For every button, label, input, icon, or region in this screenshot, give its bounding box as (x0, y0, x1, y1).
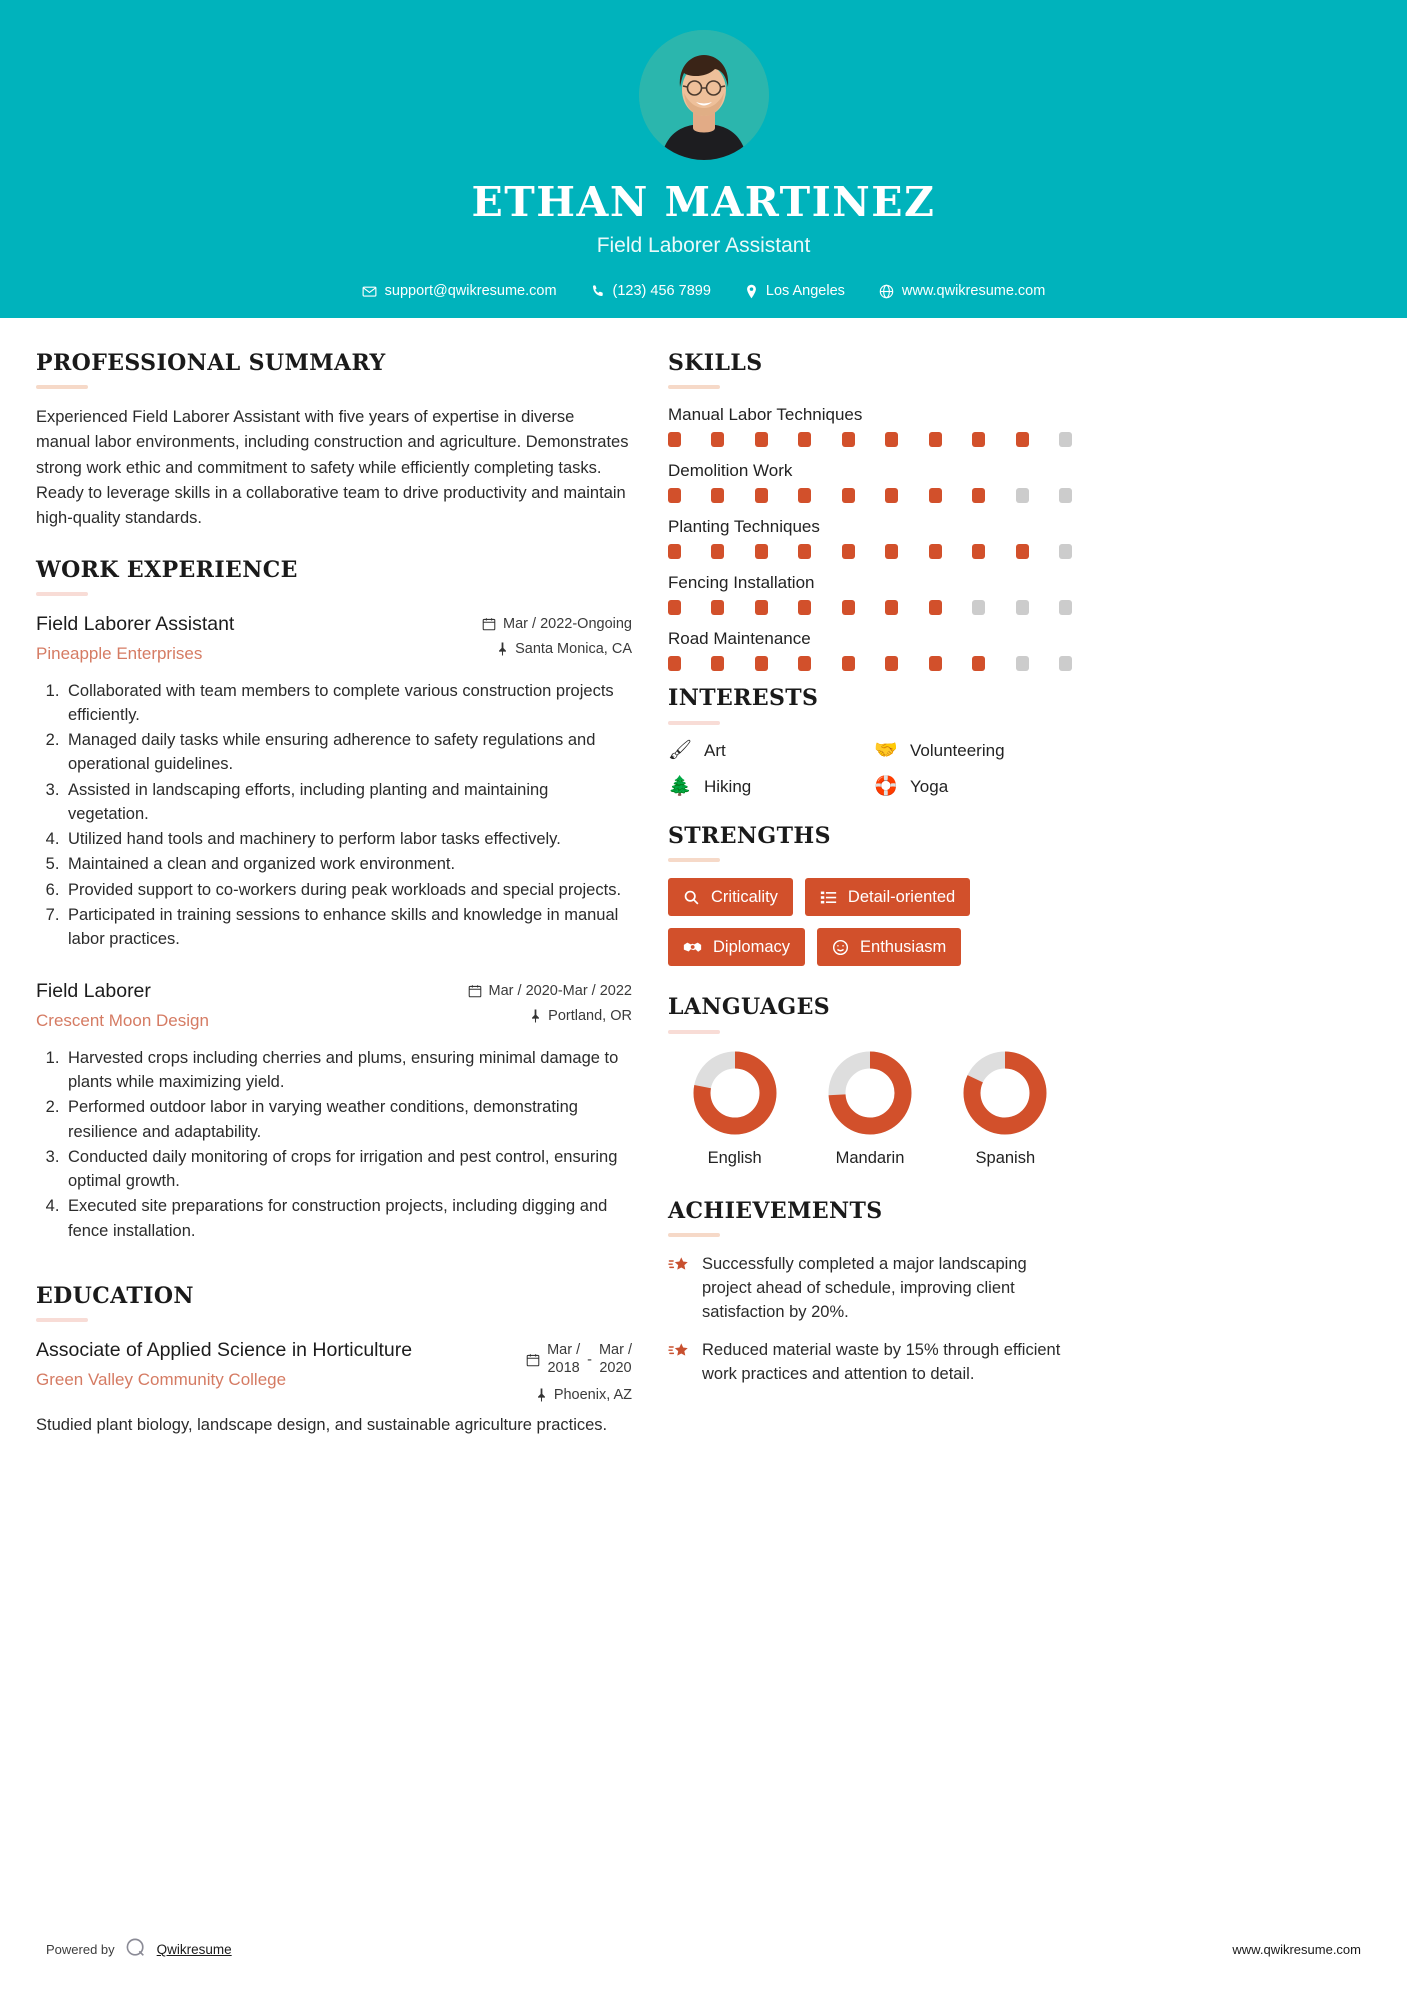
section-heading-strengths: STRENGTHS (668, 822, 831, 849)
skill-dot-filled (711, 656, 724, 671)
edu-start-year: 2018 (547, 1359, 580, 1376)
strength-label: Detail-oriented (847, 888, 956, 907)
contact-email-text: support@qwikresume.com (384, 283, 557, 299)
phone-icon (591, 284, 605, 298)
degree-title: Associate of Applied Science in Horticulture (36, 1339, 413, 1362)
language-item (668, 1050, 801, 1168)
job-date-text: Mar / 2022-Ongoing (503, 616, 632, 633)
skill-dot-filled (929, 488, 942, 503)
skill-dot-filled (972, 488, 985, 503)
skill-row (668, 629, 1072, 671)
school-name: Green Valley Community College (36, 1369, 287, 1389)
job-role: Field Laborer Assistant (36, 613, 235, 636)
job-date-text: Mar / 2020-Mar / 2022 (488, 983, 632, 1000)
section-rule (36, 385, 88, 389)
skill-dot-filled (842, 432, 855, 447)
strength-chip[interactable] (668, 878, 793, 916)
list-icon (820, 889, 837, 906)
achievement-text: Reduced material waste by 15% through efficient work practices and attention to detail. (702, 1341, 1061, 1383)
skill-dot-filled (711, 432, 724, 447)
skill-name: Planting Techniques (668, 517, 820, 537)
job-location-text: Portland, OR (548, 1008, 632, 1025)
education-date (526, 1342, 632, 1377)
edu-start-month: Mar / (547, 1342, 581, 1359)
skill-rating (668, 488, 1072, 503)
qwikresume-logo-icon (125, 1937, 147, 1962)
skill-name: Road Maintenance (668, 629, 811, 649)
interest-item (874, 777, 1072, 797)
skill-dot-filled (885, 432, 898, 447)
skill-dot-filled (885, 600, 898, 615)
section-professional-summary (36, 350, 632, 531)
job-company: Pineapple Enterprises (36, 643, 203, 663)
skill-dot-filled (929, 656, 942, 671)
section-strengths (668, 823, 1072, 967)
bullet-item: 4. Utilized hand tools and machinery to perform labor tasks effectively. (64, 827, 632, 851)
skill-dot-filled (929, 544, 942, 559)
language-donut-chart (692, 1050, 778, 1136)
skill-dot-filled (885, 488, 898, 503)
education-date-end (599, 1342, 632, 1377)
skill-name: Manual Labor Techniques (668, 405, 863, 425)
skill-dot-filled (929, 432, 942, 447)
right-column (668, 318, 1072, 1437)
lifebuoy-icon: 🛟 (874, 776, 898, 798)
section-heading-summary: PROFESSIONAL SUMMARY (36, 350, 386, 376)
resume-body (0, 318, 1407, 1437)
section-rule (36, 592, 88, 596)
skill-dot-filled (668, 544, 681, 559)
strength-label: Criticality (711, 888, 778, 907)
skill-dot-filled (798, 656, 811, 671)
bullet-item: 2. Performed outdoor labor in varying weather conditions, demonstrating resilience and adaptability. (64, 1095, 632, 1144)
skill-row (668, 461, 1072, 503)
skill-name: Fencing Installation (668, 573, 815, 593)
language-item (803, 1050, 936, 1168)
edu-end-year: 2020 (599, 1359, 632, 1376)
bullet-item: 4. Executed site preparations for construction projects, including digging and fence installation. (64, 1194, 632, 1243)
education-location (526, 1387, 632, 1403)
section-education (36, 1283, 632, 1438)
page-footer (0, 1937, 1407, 1962)
section-rule (668, 721, 720, 725)
skill-dot-filled (842, 656, 855, 671)
bullet-item: 1. Harvested crops including cherries and plums, ensuring minimal damage to plants while maximizing yield. (64, 1046, 632, 1095)
skill-dot-empty (1059, 600, 1072, 615)
section-rule (668, 1030, 720, 1034)
skill-dot-filled (711, 544, 724, 559)
achievement-item (668, 1339, 1072, 1387)
skill-dot-empty (1059, 488, 1072, 503)
pin-icon (497, 642, 508, 656)
job-company: Crescent Moon Design (36, 1010, 209, 1030)
contact-row (345, 283, 1063, 299)
experience-entry (36, 612, 632, 951)
bullet-item: 5. Maintained a clean and organized work environment. (64, 852, 632, 876)
skill-dot-filled (755, 656, 768, 671)
skill-dot-filled (842, 488, 855, 503)
experience-entry (36, 979, 632, 1242)
skill-row (668, 405, 1072, 447)
date-dash: - (587, 1351, 592, 1368)
contact-website[interactable] (862, 283, 1062, 299)
job-location (482, 641, 632, 657)
education-date-start (547, 1342, 580, 1377)
footer-left (46, 1937, 232, 1962)
job-bullets (36, 1046, 632, 1243)
skill-rating (668, 600, 1072, 615)
skill-dot-filled (668, 656, 681, 671)
calendar-icon (526, 1353, 540, 1367)
skill-dot-filled (1016, 544, 1029, 559)
skill-rating (668, 656, 1072, 671)
skill-dot-filled (972, 544, 985, 559)
calendar-icon (468, 984, 482, 998)
globe-icon (879, 284, 894, 299)
section-rule (36, 1318, 88, 1322)
skill-dot-filled (711, 488, 724, 503)
pin-icon (530, 1009, 541, 1023)
footer-brand-link[interactable]: Qwikresume (156, 1942, 232, 1957)
skill-dot-filled (972, 656, 985, 671)
section-achievements (668, 1198, 1072, 1387)
strength-chip[interactable] (817, 928, 961, 966)
avatar (639, 30, 769, 160)
education-description: Studied plant biology, landscape design, and sustainable agriculture practices. (36, 1415, 608, 1434)
calendar-icon (482, 617, 496, 631)
contact-location[interactable] (728, 283, 862, 299)
interest-item (668, 741, 866, 761)
skill-dot-filled (755, 432, 768, 447)
strengths-list (668, 878, 1072, 966)
handshake-icon (683, 939, 702, 955)
section-rule (668, 1233, 720, 1237)
interest-label: Art (704, 740, 726, 760)
strength-label: Enthusiasm (860, 938, 947, 957)
section-languages (668, 994, 1072, 1167)
star-icon (668, 1342, 690, 1367)
section-heading-skills: SKILLS (668, 350, 763, 376)
bullet-item: 3. Assisted in landscaping efforts, including planting and maintaining vegetation. (64, 778, 632, 827)
strength-label: Diplomacy (713, 938, 791, 957)
skill-dot-filled (842, 600, 855, 615)
bullet-item: 6. Provided support to co-workers during peak workloads and special projects. (64, 878, 632, 902)
job-role: Field Laborer (36, 980, 151, 1003)
section-interests (668, 685, 1072, 796)
skill-dot-filled (885, 656, 898, 671)
skill-dot-filled (798, 600, 811, 615)
contact-phone[interactable] (574, 283, 728, 299)
skill-dot-filled (711, 600, 724, 615)
bullet-item: 2. Managed daily tasks while ensuring adherence to safety regulations and operational guidelines. (64, 728, 632, 777)
strength-chip[interactable] (805, 878, 970, 916)
summary-text: Experienced Field Laborer Assistant with five years of expertise in diverse manual labor environments, including construction and agriculture. Demonstrates strong work ethic and commitment to safety while efficiently completing tasks. Ready to leverage skills in a collaborative team to drive productivity and maintain high-quality standards. (36, 408, 629, 527)
language-label: English (707, 1148, 762, 1167)
skill-row (668, 573, 1072, 615)
skill-name: Demolition Work (668, 461, 793, 481)
paintbrush-icon: 🖌 (668, 740, 693, 762)
skill-rating (668, 432, 1072, 447)
skill-dot-filled (929, 600, 942, 615)
job-location-text: Santa Monica, CA (515, 641, 632, 658)
skill-dot-empty (1059, 656, 1072, 671)
bullet-item: 3. Conducted daily monitoring of crops for irrigation and pest control, ensuring optimal growth. (64, 1145, 632, 1194)
tree-icon: 🌲 (668, 776, 692, 798)
pin-icon (536, 1388, 547, 1402)
skill-dot-filled (755, 488, 768, 503)
skill-dot-filled (798, 544, 811, 559)
skill-dot-filled (842, 544, 855, 559)
left-column (36, 318, 632, 1437)
contact-website-text: www.qwikresume.com (901, 283, 1046, 299)
skill-dot-filled (755, 600, 768, 615)
job-bullets (36, 679, 632, 952)
education-location-text: Phoenix, AZ (553, 1386, 632, 1403)
job-date (482, 616, 632, 632)
skill-dot-filled (798, 432, 811, 447)
contact-email[interactable] (345, 283, 574, 299)
interests-grid (668, 741, 1072, 797)
language-donut-chart (962, 1050, 1048, 1136)
achievement-item (668, 1253, 1072, 1325)
star-icon (668, 1256, 690, 1281)
interest-label: Hiking (704, 776, 752, 796)
skill-dot-filled (798, 488, 811, 503)
footer-website[interactable]: www.qwikresume.com (1232, 1942, 1361, 1957)
job-date (468, 983, 632, 999)
resume-header (0, 0, 1407, 318)
email-icon (362, 284, 377, 299)
achievements-list (668, 1253, 1072, 1387)
section-heading-education: EDUCATION (36, 1282, 194, 1309)
skill-dot-empty (1016, 656, 1029, 671)
interest-label: Volunteering (910, 740, 1005, 760)
skill-dot-filled (1016, 432, 1029, 447)
skill-dot-empty (1059, 544, 1072, 559)
language-label: Mandarin (835, 1148, 905, 1167)
interest-label: Yoga (910, 776, 949, 796)
skill-dot-empty (1016, 600, 1029, 615)
job-title: Field Laborer Assistant (596, 234, 811, 257)
section-skills (668, 350, 1072, 671)
skill-dot-filled (972, 432, 985, 447)
skill-dot-empty (1016, 488, 1029, 503)
achievement-text: Successfully completed a major landscaping project ahead of schedule, improving client satisfaction by 20%. (702, 1255, 1027, 1322)
language-label: Spanish (975, 1148, 1036, 1167)
section-heading-achievements: ACHIEVEMENTS (668, 1197, 883, 1224)
smiley-icon (832, 939, 849, 956)
skill-dot-filled (668, 488, 681, 503)
skill-dot-filled (668, 432, 681, 447)
section-rule (668, 385, 720, 389)
bullet-item: 1. Collaborated with team members to complete various construction projects efficiently. (64, 679, 632, 728)
skill-dot-filled (885, 544, 898, 559)
section-rule (668, 858, 720, 862)
skill-dot-filled (668, 600, 681, 615)
interest-item (874, 741, 1072, 761)
section-heading-experience: WORK EXPERIENCE (36, 556, 298, 583)
skills-list (668, 405, 1072, 671)
skill-rating (668, 544, 1072, 559)
edu-end-month: Mar / (598, 1342, 632, 1359)
language-donut-chart (827, 1050, 913, 1136)
skill-row (668, 517, 1072, 559)
languages-chart-group (668, 1050, 1072, 1168)
job-location (468, 1008, 632, 1024)
skill-dot-empty (1059, 432, 1072, 447)
section-work-experience (36, 557, 632, 1243)
handshake-icon: 🤝 (874, 740, 898, 762)
skill-dot-empty (972, 600, 985, 615)
footer-powered-by-text: Powered by (46, 1942, 115, 1957)
magnifier-icon (683, 889, 700, 906)
language-item (939, 1050, 1072, 1168)
education-entry (36, 1338, 632, 1437)
strength-chip[interactable] (668, 928, 805, 966)
skill-dot-filled (755, 544, 768, 559)
section-heading-languages: LANGUAGES (668, 994, 831, 1021)
bullet-item: 7. Participated in training sessions to enhance skills and knowledge in manual labor practices. (64, 903, 632, 952)
section-heading-interests: INTERESTS (668, 685, 819, 712)
contact-location-text: Los Angeles (765, 283, 845, 299)
location-pin-icon (745, 284, 758, 299)
contact-phone-text: (123) 456 7899 (612, 283, 711, 299)
page-title: ETHAN MARTINEZ (471, 178, 936, 226)
interest-item (668, 777, 866, 797)
